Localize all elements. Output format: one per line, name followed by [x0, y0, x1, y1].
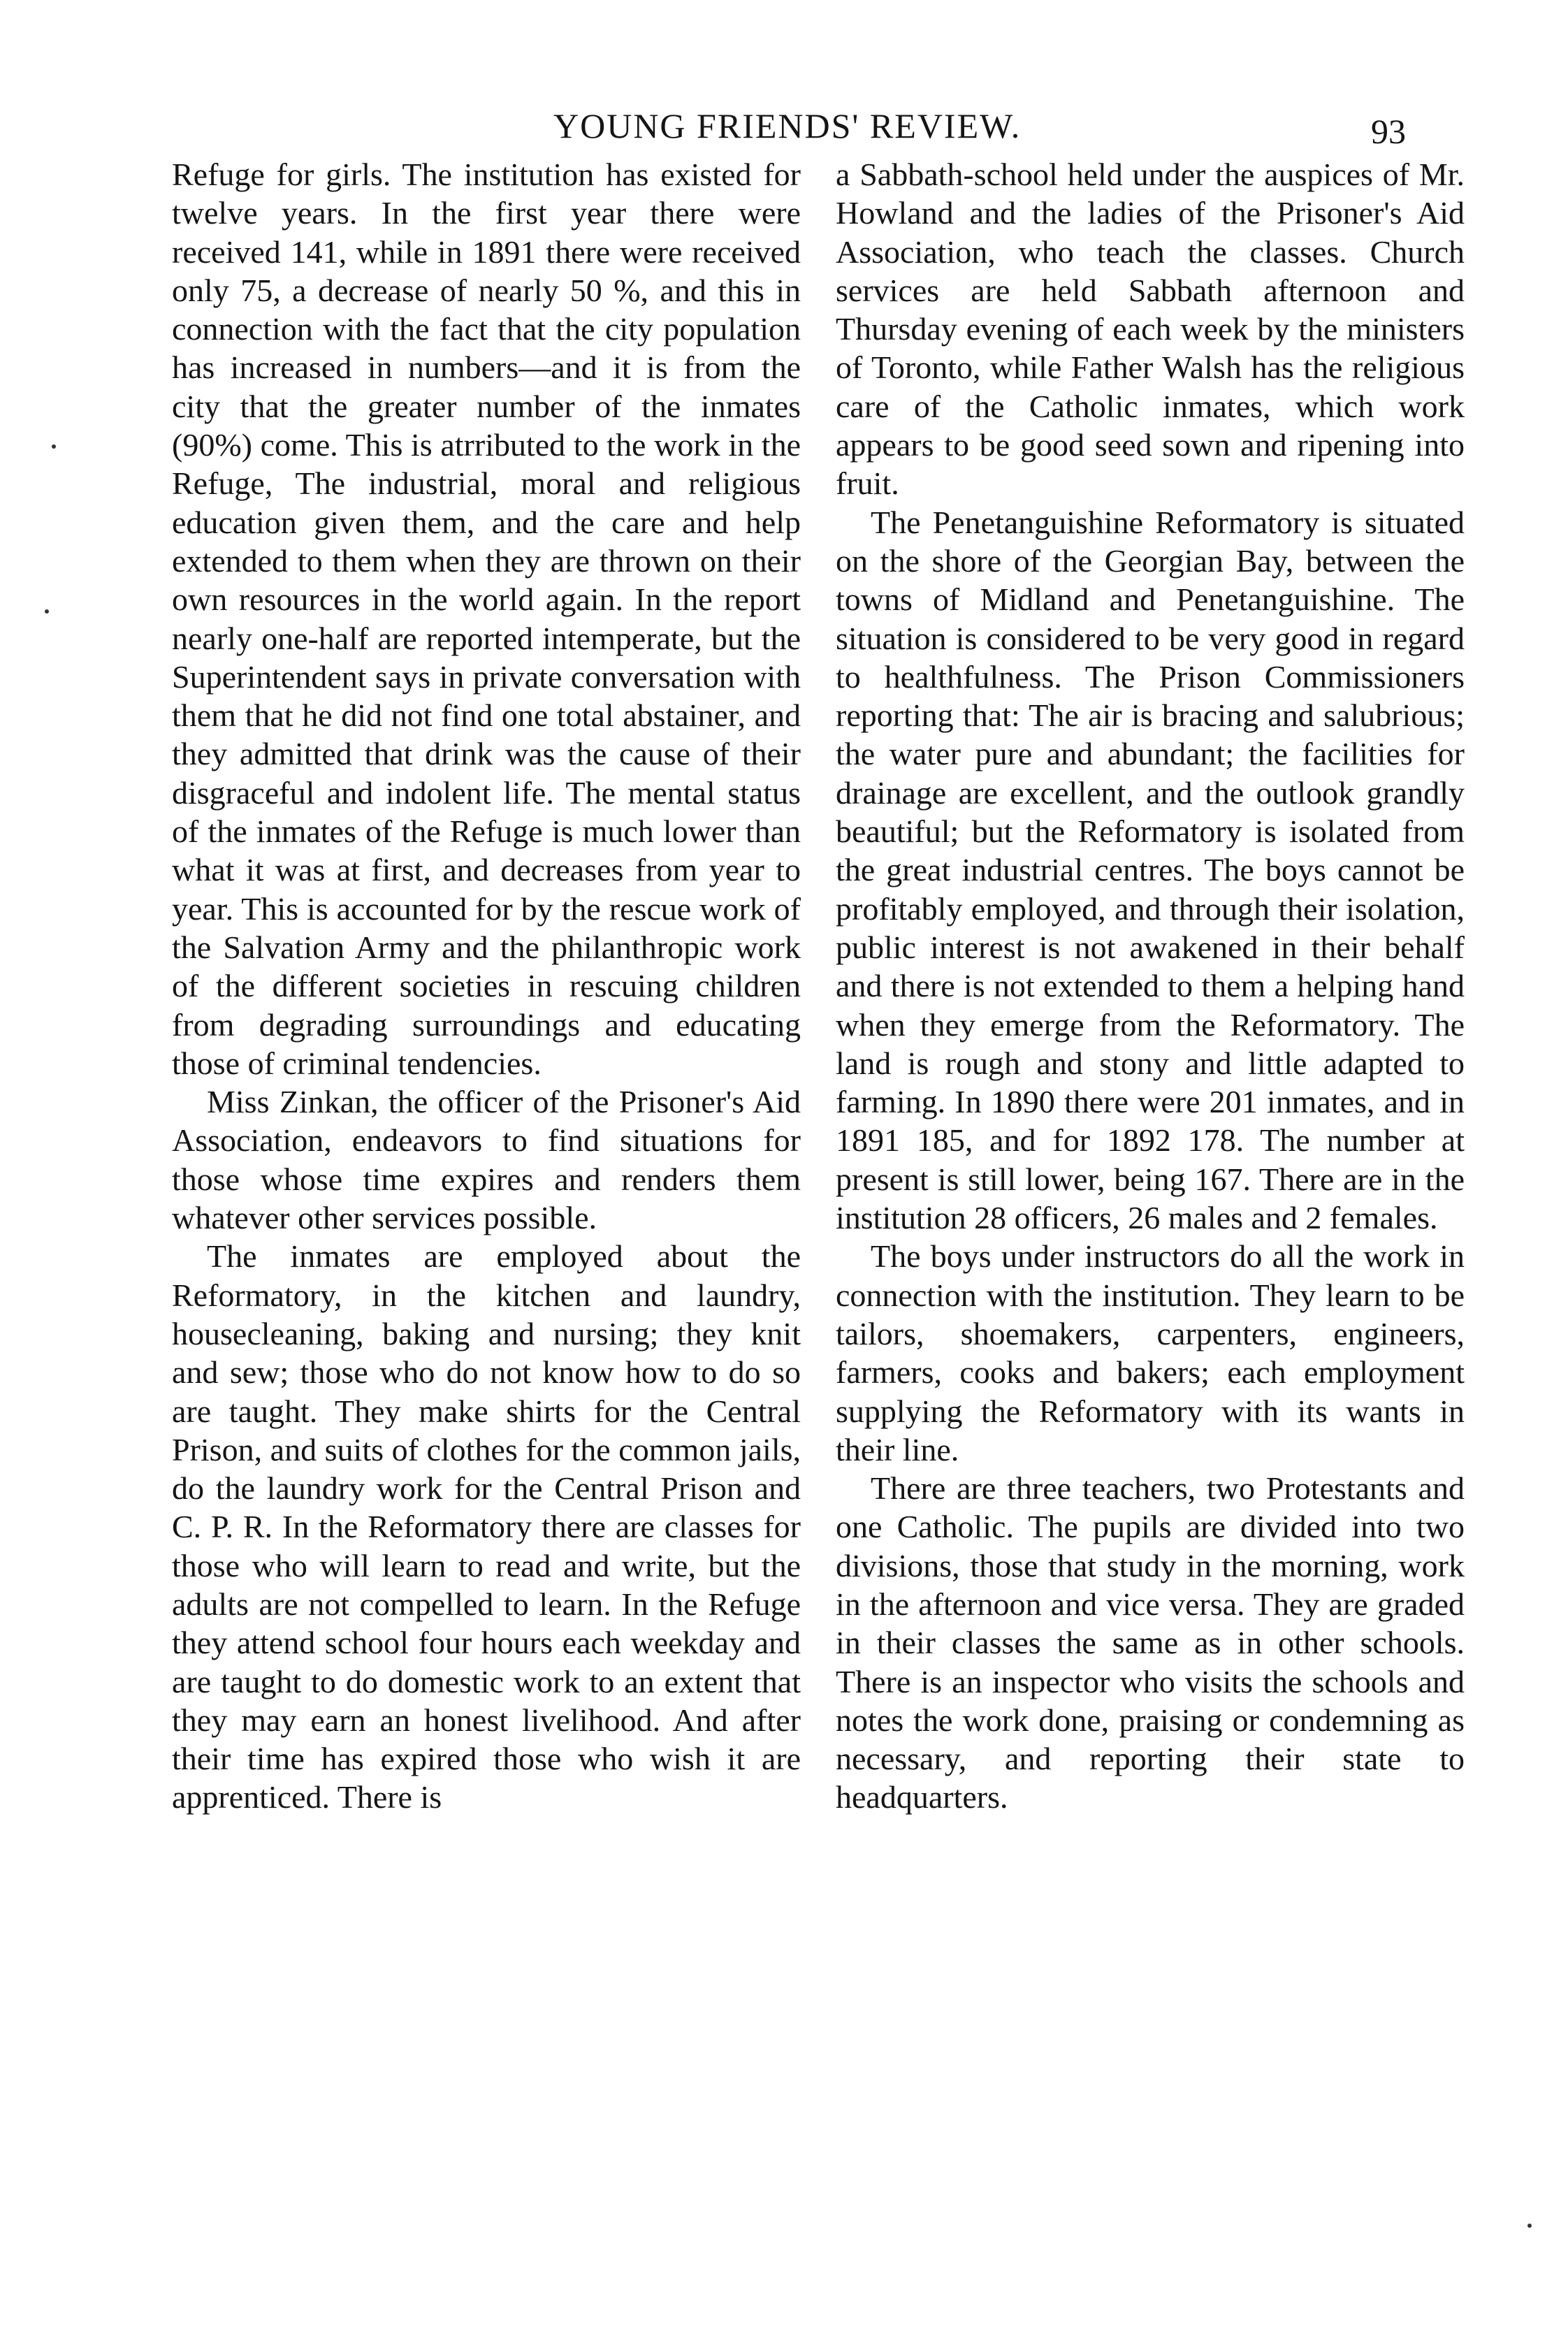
margin-speck: [52, 444, 56, 449]
left-paragraph-1: Refuge for girls. The institution has existed for twelve years. In the first year there were received 141, while in 1891 there were received only 75, a decrease of nearly 50 %, and this in connection with the fact that the city population has increased in numbers—and it is from the city that the greater number of the inmates (90%) come. This is atrributed to the work in the Refuge, The industrial, moral and religious education given them, and the care and help extended to them when they are thrown on their own resources in the world again. In the report nearly one-half are reported intemperate, but the Superintendent says in private conversation with them that he did not find one total abstainer, and they admitted that drink was the cause of their disgraceful and indolent life. The mental status of the inmates of the Refuge is much lower than what it was at first, and decreases from year to year. This is accounted for by the rescue work of the Salvation Army and the philanthropic work of the different societies in rescuing children from degrading surroundings and educating those of criminal tendencies.: [172, 157, 801, 1081]
left-paragraph-2: Miss Zinkan, the officer of the Prisoner's Aid Association, endeavors to find situations for those whose time expires and renders them whatever other services possible.: [172, 1084, 801, 1236]
running-title: YOUNG FRIENDS' REVIEW.: [553, 106, 1022, 145]
right-paragraph-4: There are three teachers, two Protestants and one Catholic. The pupils are divided into two divisions, those that study in the morning, work in the afternoon and vice versa. They are graded in their classes the same as in other schools. There is an inspector who visits the schools and notes the work done, praising or condemning as necessary, and reporting their state to headquarters.: [836, 1470, 1465, 1815]
margin-speck: [45, 609, 49, 614]
left-paragraph-3: The inmates are employed about the Reformatory, in the kitchen and laundry, housecleaning, baking and nursing; they knit and sew; those who do not know how to do so are taught. They make shirts for the Central Prison, and suits of clothes for the common jails, do the laundry work for the Central Prison and C. P. R. In the Reformatory there are classes for those who will learn to read and write, but the adults are not compelled to learn. In the Refuge they attend school four hours each weekday and are taught to do domestic work to an extent that they may earn an honest livelihood. And after their time has expired those who wish it are apprenticed. There is: [172, 1238, 801, 1815]
right-paragraph-2: The Penetanguishine Reformatory is situated on the shore of the Georgian Bay, between the towns of Midland and Penetanguishine. The situation is considered to be very good in regard to healthfulness. The Prison Commissioners reporting that: The air is bracing and salubrious; the water pure and abundant; the facilities for drainage are excellent, and the outlook grandly beautiful; but the Reformatory is isolated from the great industrial centres. The boys cannot be profitably employed, and through their isolation, public interest is not awakened in their behalf and there is not extended to them a helping hand when they emerge from the Reformatory. The land is rough and stony and little adapted to farming. In 1890 there were 201 inmates, and in 1891 185, and for 1892 178. The number at present is still lower, being 167. There are in the institution 28 officers, 26 males and 2 females.: [836, 504, 1465, 1236]
right-paragraph-1: a Sabbath-school held under the auspices of Mr. Howland and the ladies of the Prisoner's Aid Association, who teach the classes. Church services are held Sabbath afternoon and Thursday evening of each week by the ministers of Toronto, while Father Walsh has the religious care of the Catholic inmates, which work appears to be good seed sown and ripening into fruit.: [836, 157, 1465, 502]
page-number: 93: [1371, 112, 1406, 151]
margin-speck: [1527, 2224, 1532, 2228]
running-head: [0, 105, 1568, 151]
right-paragraph-3: The boys under instructors do all the work in connection with the institution. They learn to be tailors, shoemakers, carpenters, engineers, farmers, cooks and bakers; each employment supplying the Reformatory with its wants in their line.: [836, 1238, 1465, 1467]
right-column: [836, 155, 1465, 1817]
left-column: [172, 155, 801, 1817]
